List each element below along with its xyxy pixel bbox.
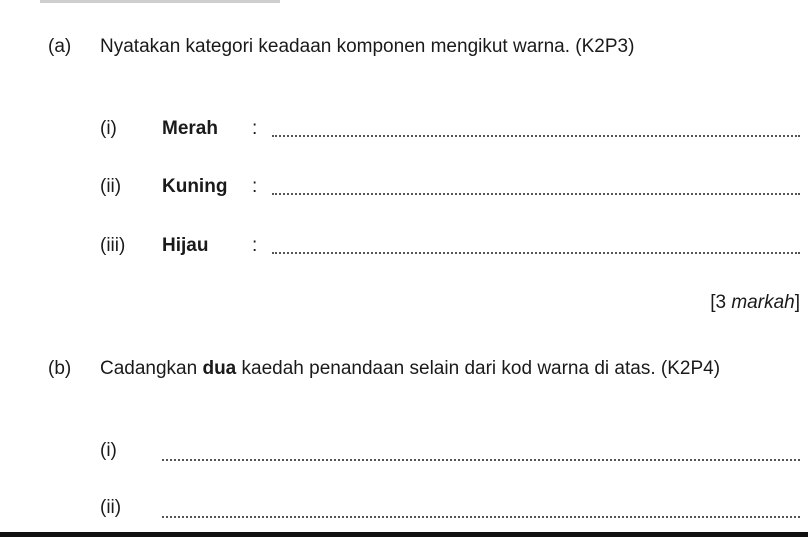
bottom-border (0, 532, 808, 537)
item-a-iii-number: (iii) (100, 235, 126, 256)
item-a-iii-colon: : (252, 235, 258, 256)
item-a-ii-term: Kuning (162, 176, 228, 197)
part-b-label: (b) (48, 358, 72, 379)
item-a-i-number: (i) (100, 118, 117, 139)
marks-word: markah (731, 292, 795, 313)
item-b-i-number: (i) (100, 440, 117, 461)
item-a-i-colon: : (252, 118, 258, 139)
part-b-question (100, 358, 720, 380)
item-b-ii-number: (ii) (100, 497, 122, 518)
part-b-question-bold: dua (202, 358, 237, 379)
part-a-question: Nyatakan kategori keadaan komponen mengikut warna. (K2P3) (100, 36, 635, 57)
answer-line-a-iii[interactable] (272, 252, 800, 254)
item-a-ii-number: (ii) (100, 176, 122, 197)
marks-label (710, 292, 800, 314)
marks-close: ] (794, 292, 800, 313)
part-a-label: (a) (48, 36, 72, 57)
part-b-question-start: Cadangkan (100, 358, 203, 379)
item-a-iii-term: Hijau (162, 235, 209, 256)
answer-line-b-i[interactable] (162, 459, 800, 461)
answer-line-a-i[interactable] (272, 135, 800, 137)
item-a-ii-colon: : (252, 176, 258, 197)
item-a-i-term: Merah (162, 118, 218, 139)
top-edge-scrap (40, 0, 280, 3)
answer-line-a-ii[interactable] (272, 193, 800, 195)
part-b-question-end: kaedah penandaan selain dari kod warna di atas. (K2P4) (236, 358, 721, 379)
marks-open: [3 (710, 292, 732, 313)
answer-line-b-ii[interactable] (162, 516, 800, 518)
